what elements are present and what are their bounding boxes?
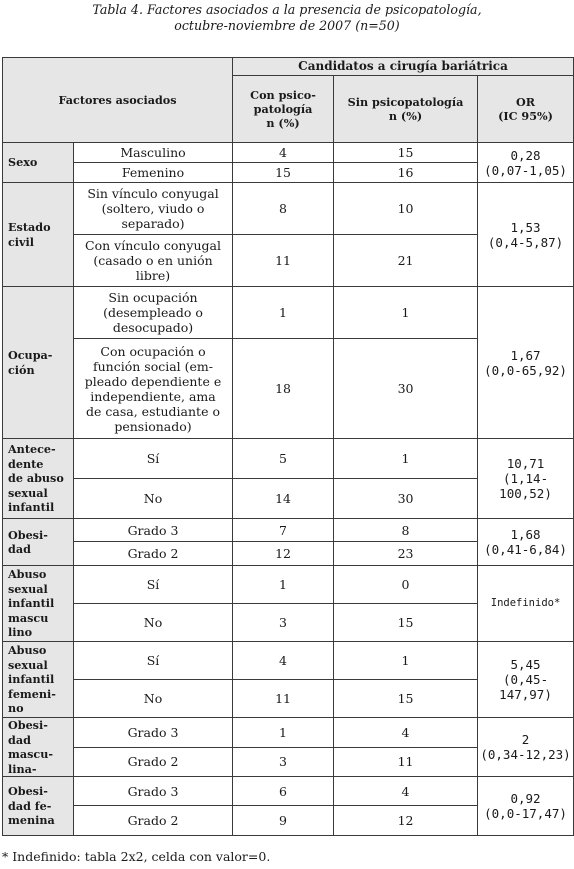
sin-psicopatologia-cell: 30	[334, 479, 478, 519]
row-group-label	[3, 519, 74, 566]
row-group-label	[3, 439, 74, 519]
con-psicopatologia-cell: 8	[233, 183, 334, 235]
row-group-label-line: civil	[8, 234, 35, 249]
category-cell	[74, 519, 233, 542]
category-cell	[74, 604, 233, 642]
or-line: (0,34-12,23)	[480, 747, 571, 762]
category-line: (soltero, viudo o	[101, 201, 205, 216]
category-cell	[74, 806, 233, 836]
row-group-label-line: mascu	[8, 610, 49, 625]
or-line: 5,45	[510, 657, 541, 672]
row-group-label-line: sexual	[8, 581, 48, 596]
category-cell	[74, 642, 233, 680]
category-line: independiente, ama	[90, 388, 216, 404]
category-line: No	[143, 615, 163, 630]
data-table	[2, 57, 574, 836]
con-psicopatologia-cell: 4	[233, 642, 334, 680]
sin-psicopatologia-cell: 4	[334, 718, 478, 748]
category-line: (casado o en unión	[93, 253, 213, 268]
category-line: No	[143, 491, 163, 506]
footnote: * Indefinido: tabla 2x2, celda con valor=0.	[2, 849, 271, 864]
con-psicopatologia-cell: 9	[233, 806, 334, 836]
row-group-label	[3, 642, 74, 718]
caption-line-2: octubre-noviembre de 2007 (n=50)	[174, 18, 400, 33]
row-group-label	[3, 183, 74, 287]
sin-psicopatologia-cell: 1	[334, 439, 478, 479]
row-group-label-line: lina-	[8, 761, 37, 776]
row-group-label	[3, 566, 74, 642]
or-cell	[478, 519, 574, 566]
sin-psicopatologia-cell: 11	[334, 747, 478, 777]
or-line: Indefinido*	[490, 597, 561, 609]
category-cell	[74, 183, 233, 235]
or-line: (0,41-6,84)	[484, 542, 567, 557]
table-row	[3, 566, 574, 604]
category-line: desocupado)	[112, 320, 194, 335]
sin-psicopatologia-cell: 8	[334, 519, 478, 542]
or-line: 100,52)	[499, 486, 552, 501]
header-candidatos: Candidatos a cirugía bariátrica	[233, 58, 574, 76]
or-line: 2	[521, 732, 530, 747]
category-line: Sí	[146, 451, 160, 466]
or-cell	[478, 143, 574, 183]
or-line: (0,45-147,97)	[499, 672, 552, 702]
sin-psicopatologia-cell: 15	[334, 604, 478, 642]
sin-psicopatologia-cell: 1	[334, 642, 478, 680]
category-line: Grado 2	[127, 546, 179, 561]
con-psicopatologia-cell: 11	[233, 235, 334, 287]
or-cell	[478, 642, 574, 718]
or-line: 1,67	[510, 347, 541, 363]
table-row	[3, 439, 574, 479]
or-line: 1,53	[510, 219, 541, 235]
table-row	[3, 642, 574, 680]
row-group-label-line: menina	[8, 813, 55, 828]
table-row	[3, 519, 574, 542]
row-group-label-line: Ocupa-	[8, 348, 53, 362]
header-sin-psicopatologia	[334, 76, 478, 143]
header-con-line: patología	[253, 102, 313, 116]
row-group-label-line: no	[8, 701, 24, 716]
or-line: 10,71	[506, 456, 545, 471]
category-cell	[74, 287, 233, 339]
sin-psicopatologia-cell: 15	[334, 680, 478, 718]
row-group-label-line: infantil	[8, 500, 55, 515]
category-line: pleado dependiente e	[84, 373, 222, 389]
or-line: (0,07-1,05)	[484, 162, 567, 178]
sin-psicopatologia-cell: 23	[334, 542, 478, 566]
sin-psicopatologia-cell: 12	[334, 806, 478, 836]
category-cell	[74, 718, 233, 748]
row-group-label-line: Obesi-	[8, 718, 48, 732]
category-line: (desempleado o	[103, 305, 203, 320]
category-cell	[74, 339, 233, 439]
category-line: Con vínculo conyugal	[85, 238, 221, 253]
header-sin-line: n (%)	[388, 109, 423, 123]
category-line: función social (em-	[93, 358, 213, 374]
category-cell	[74, 439, 233, 479]
row-group-label-line: mascu-	[8, 747, 53, 761]
or-cell	[478, 439, 574, 519]
row-group-label-line: dad	[8, 732, 31, 747]
row-group-label-line: Estado	[8, 220, 51, 234]
row-group-label-line: Obesi-	[8, 784, 48, 799]
category-line: Sin vínculo conyugal	[87, 186, 219, 201]
con-psicopatologia-cell: 11	[233, 680, 334, 718]
category-cell	[74, 143, 233, 163]
header-or	[478, 76, 574, 143]
sin-psicopatologia-cell: 21	[334, 235, 478, 287]
sin-psicopatologia-cell: 15	[334, 143, 478, 163]
category-line: Femenino	[121, 165, 185, 180]
table-row	[3, 777, 574, 806]
con-psicopatologia-cell: 3	[233, 604, 334, 642]
con-psicopatologia-cell: 5	[233, 439, 334, 479]
or-line: (0,4-5,87)	[487, 234, 564, 250]
category-line: Grado 3	[127, 783, 179, 799]
row-group-label-line: femeni-	[8, 686, 56, 701]
con-psicopatologia-cell: 7	[233, 519, 334, 542]
category-cell	[74, 680, 233, 718]
header-con-psicopatologia	[233, 76, 334, 143]
con-psicopatologia-cell: 1	[233, 287, 334, 339]
or-cell	[478, 183, 574, 287]
category-cell	[74, 235, 233, 287]
con-psicopatologia-cell: 1	[233, 718, 334, 748]
con-psicopatologia-cell: 18	[233, 339, 334, 439]
table-caption	[0, 2, 574, 34]
sin-psicopatologia-cell: 30	[334, 339, 478, 439]
category-line: libre)	[135, 268, 171, 283]
row-group-label-line: Abuso	[8, 643, 47, 658]
row-group-label-line: dad	[8, 542, 31, 556]
table-row	[3, 287, 574, 339]
row-group-label-line: Sexo	[8, 155, 38, 170]
row-group-label-line: ción	[8, 362, 35, 377]
category-line: de casa, estudiante o	[86, 403, 220, 419]
con-psicopatologia-cell: 6	[233, 777, 334, 806]
row-group-label	[3, 718, 74, 777]
category-line: Grado 3	[127, 522, 179, 538]
con-psicopatologia-cell: 1	[233, 566, 334, 604]
category-cell	[74, 163, 233, 183]
header-or-line: OR	[516, 95, 536, 109]
category-line: Sin ocupación	[108, 290, 198, 305]
row-group-label	[3, 143, 74, 183]
or-line: (0,0-65,92)	[484, 362, 567, 378]
or-line: (0,0-17,47)	[484, 806, 567, 821]
header-sin-line: Sin psicopatología	[347, 95, 464, 109]
category-cell	[74, 747, 233, 777]
or-line: (1,14-	[502, 471, 549, 486]
sin-psicopatologia-cell: 16	[334, 163, 478, 183]
table-row	[3, 718, 574, 748]
header-con-line: Con psico-	[250, 88, 316, 102]
category-line: Grado 2	[127, 754, 179, 770]
header-or-line: (IC 95%)	[498, 109, 553, 123]
con-psicopatologia-cell: 15	[233, 163, 334, 183]
or-cell	[478, 777, 574, 836]
category-cell	[74, 479, 233, 519]
row-group-label-line: infantil	[8, 672, 55, 687]
sin-psicopatologia-cell: 0	[334, 566, 478, 604]
category-cell	[74, 777, 233, 806]
con-psicopatologia-cell: 3	[233, 747, 334, 777]
row-group-label-line: Abuso	[8, 567, 47, 582]
row-group-label-line: dente	[8, 456, 44, 471]
row-group-label-line: Antece-	[8, 442, 56, 457]
row-group-label-line: Obesi-	[8, 527, 48, 542]
table-body	[3, 143, 574, 836]
con-psicopatologia-cell: 14	[233, 479, 334, 519]
row-group-label-line: infantil	[8, 596, 55, 611]
table-row	[3, 183, 574, 235]
caption-line-1: Tabla 4. Factores asociados a la presencia de psicopatología,	[92, 2, 482, 17]
category-line: Grado 3	[127, 724, 179, 740]
row-group-label-line: sexual	[8, 657, 48, 672]
sin-psicopatologia-cell: 1	[334, 287, 478, 339]
row-group-label-line: sexual	[8, 485, 48, 500]
category-cell	[74, 566, 233, 604]
category-line: Sí	[146, 577, 160, 592]
con-psicopatologia-cell: 12	[233, 542, 334, 566]
row-group-label-line: lino	[8, 625, 33, 640]
or-line: 1,68	[510, 527, 541, 542]
or-line: 0,92	[510, 791, 541, 806]
category-line: separado)	[121, 216, 185, 231]
sin-psicopatologia-cell: 4	[334, 777, 478, 806]
category-line: Con ocupación o	[100, 343, 206, 359]
or-cell	[478, 287, 574, 439]
sin-psicopatologia-cell: 10	[334, 183, 478, 235]
or-cell	[478, 718, 574, 777]
category-line: Sí	[146, 653, 160, 668]
row-group-label	[3, 777, 74, 836]
category-line: Masculino	[120, 145, 186, 160]
category-line: Grado 2	[127, 813, 179, 828]
row-group-label	[3, 287, 74, 439]
or-line: 0,28	[510, 147, 541, 163]
category-cell	[74, 542, 233, 566]
or-cell	[478, 566, 574, 642]
con-psicopatologia-cell: 4	[233, 143, 334, 163]
category-line: No	[143, 691, 163, 706]
header-con-line: n (%)	[266, 116, 300, 130]
table-row	[3, 143, 574, 163]
row-group-label-line: de abuso	[8, 471, 64, 486]
category-line: pensionado)	[114, 418, 192, 434]
row-group-label-line: dad fe-	[8, 798, 52, 813]
header-factores: Factores asociados	[3, 58, 233, 143]
